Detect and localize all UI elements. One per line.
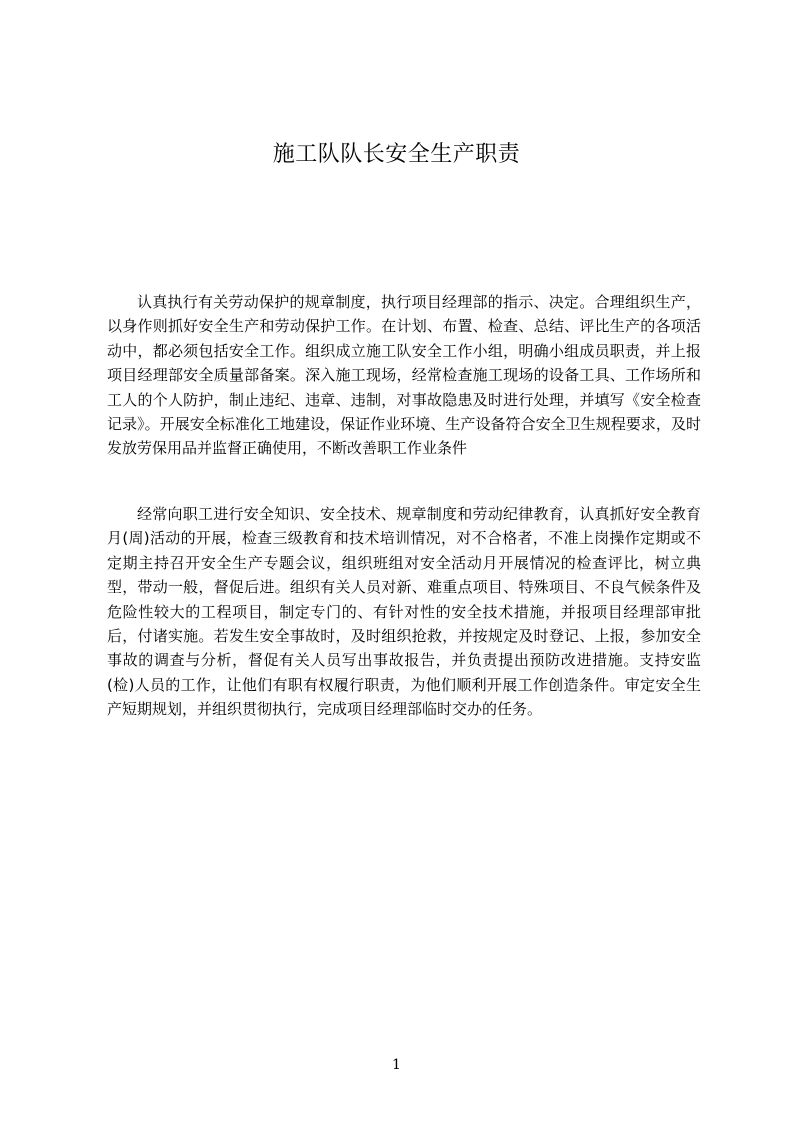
document-title: 施工队队长安全生产职责 bbox=[272, 142, 521, 167]
paragraph-1: 认真执行有关劳动保护的规章制度，执行项目经理部的指示、决定。合理组织生产，以身作则抓好安全生产和劳动保护工作。在计划、布置、检查、总结、评比生产的各项活动中，都必须包括安全工作。组织成立施工队安全工作小组，明确小组成员职责，并上报项目经理部安全质量部备案。深入施工现场，经常检查施工现场的设备工具、工作场所和工人的个人防护，制止违纪、违章、违制，对事故隐患及时进行处理，并填写《安全检查记录》。开展安全标准化工地建设，保证作业环境、生产设备符合安全卫生规程要求，及时发放劳保用品并监督正确使用，不断改善职工作业条件 bbox=[107, 293, 701, 458]
paragraph-2: 经常向职工进行安全知识、安全技术、规章制度和劳动纪律教育，认真抓好安全教育月(周)活动的开展，检查三级教育和技术培训情况，对不合格者，不准上岗操作定期或不定期主持召开安全生产专题会议，组织班组对安全活动月开展情况的检查评比，树立典型，带动一般，督促后进。组织有关人员对新、难重点项目、特殊项目、不良气候条件及危险性较大的工程项目，制定专门的、有针对性的安全技术措施，并报项目经理部审批后，付诸实施。若发生安全事故时，及时组织抢救，并按规定及时登记、上报，参加安全事故的调查与分析，督促有关人员写出事故报告，并负责提出预防改进措施。支持安监(检)人员的工作，让他们有职有权履行职责，为他们顺利开展工作创造条件。审定安全生产短期规划，并组织贯彻执行，完成项目经理部临时交办的任务。 bbox=[107, 505, 701, 719]
page-number: 1 bbox=[392, 1057, 401, 1073]
